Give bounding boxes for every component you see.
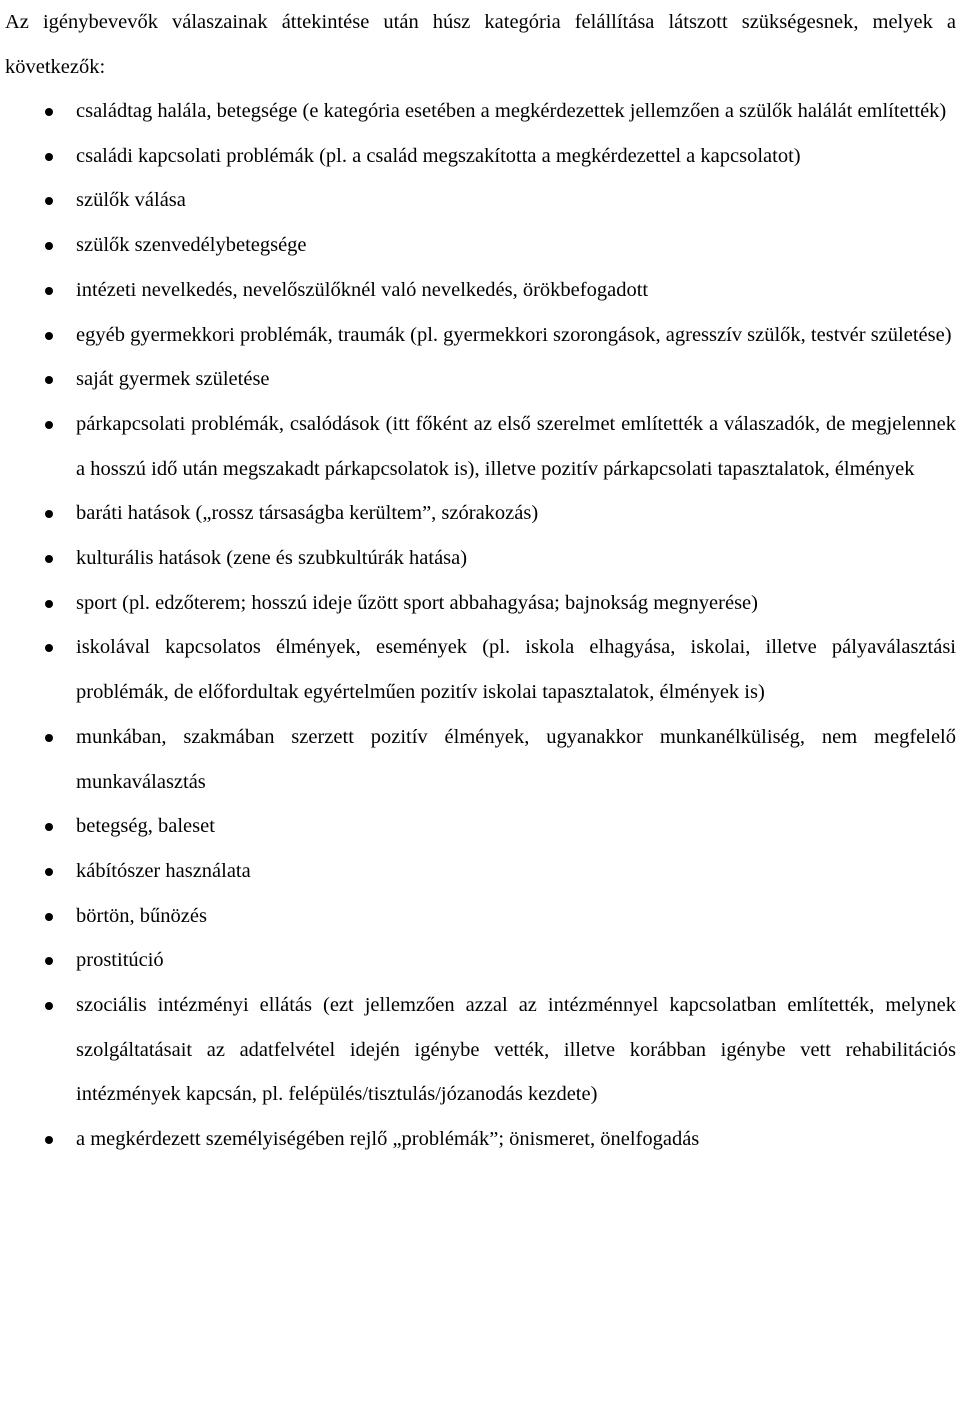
list-item-text: szociális intézményi ellátás (ezt jellemzően azzal az intézménnyel kapcsolatban említették, melynek szolgáltatásait az adatfelvétel idején igénybe vették, illetve korábban igénybe vett rehabilitációs intézmények kapcsán, pl. felépülés/tisztulás/józanodás kezdete)	[76, 994, 956, 1106]
list-item	[5, 89, 956, 134]
bullet-icon	[45, 332, 53, 340]
list-item	[5, 268, 956, 313]
bullet-icon	[45, 600, 53, 608]
list-item-text: kulturális hatások (zene és szubkultúrák hatása)	[76, 547, 468, 570]
list-item	[5, 625, 956, 714]
list-item	[5, 357, 956, 402]
list-item	[5, 804, 956, 849]
list-item	[5, 313, 956, 358]
list-item-text: munkában, szakmában szerzett pozitív élmények, ugyanakkor munkanélküliség, nem megfelelő munkaválasztás	[76, 725, 956, 793]
category-list	[5, 89, 956, 1162]
list-item	[5, 983, 956, 1117]
bullet-icon	[45, 510, 53, 518]
list-item-text: családi kapcsolati problémák (pl. a család megszakította a megkérdezettel a kapcsolatot)	[76, 144, 801, 167]
list-item-text: börtön, bűnözés	[76, 904, 207, 927]
bullet-icon	[45, 555, 53, 563]
list-item-text: baráti hatások („rossz társaságba kerültem”, szórakozás)	[76, 502, 539, 525]
bullet-icon	[45, 242, 53, 250]
bullet-icon	[45, 108, 53, 116]
bullet-icon	[45, 287, 53, 295]
list-item	[5, 715, 956, 804]
list-item-text: egyéb gyermekkori problémák, traumák (pl. gyermekkori szorongások, agresszív szülők, testvér születése)	[76, 323, 952, 346]
list-item-text: szülők szenvedélybetegsége	[76, 234, 307, 257]
list-item-text: sport (pl. edzőterem; hosszú ideje űzött sport abbahagyása; bajnokság megnyerése)	[76, 591, 758, 614]
list-item	[5, 178, 956, 223]
list-item	[5, 894, 956, 939]
list-item-text: iskolával kapcsolatos élmények, események (pl. iskola elhagyása, iskolai, illetve pályaválasztási problémák, de előfordultak egyértelműen pozitív iskolai tapasztalatok, élmények is)	[76, 636, 956, 704]
list-item-text: szülők válása	[76, 189, 186, 212]
list-item	[5, 134, 956, 179]
intro-paragraph: Az igénybevevők válaszainak áttekintése után húsz kategória felállítása látszott szükségesnek, melyek a következők:	[5, 11, 956, 78]
bullet-icon	[45, 153, 53, 161]
bullet-icon	[45, 421, 53, 429]
bullet-icon	[45, 376, 53, 384]
bullet-icon	[45, 734, 53, 742]
bullet-icon	[45, 197, 53, 205]
bullet-icon	[45, 644, 53, 652]
list-item-text: családtag halála, betegsége (e kategória esetében a megkérdezettek jellemzően a szülők halálát említették)	[76, 100, 947, 122]
bullet-icon	[45, 957, 53, 965]
list-item	[5, 849, 956, 894]
list-item	[5, 581, 956, 626]
list-item-text: prostitúció	[76, 949, 164, 972]
list-item-text: betegség, baleset	[76, 815, 215, 838]
list-item	[5, 536, 956, 581]
list-item	[5, 938, 956, 983]
bullet-icon	[45, 1002, 53, 1010]
list-item-text: a megkérdezett személyiségében rejlő „problémák”; önismeret, önelfogadás	[76, 1128, 700, 1151]
list-item	[5, 1117, 956, 1162]
list-item-text: párkapcsolati problémák, csalódások (itt főként az első szerelmet említették a válaszadók, de megjelennek a hosszú idő után megszakadt párkapcsolatok is), illetve pozitív párkapcsolati tapasztalatok, élmények	[76, 412, 956, 480]
bullet-icon	[45, 868, 53, 876]
list-item	[5, 491, 956, 536]
list-item-text: kábítószer használata	[76, 859, 251, 882]
list-item	[5, 402, 956, 491]
bullet-icon	[45, 1136, 53, 1144]
list-item-text: intézeti nevelkedés, nevelőszülőknél való nevelkedés, örökbefogadott	[76, 278, 649, 301]
list-item-text: saját gyermek születése	[76, 368, 270, 391]
bullet-icon	[45, 823, 53, 831]
list-item	[5, 223, 956, 268]
bullet-icon	[45, 913, 53, 921]
